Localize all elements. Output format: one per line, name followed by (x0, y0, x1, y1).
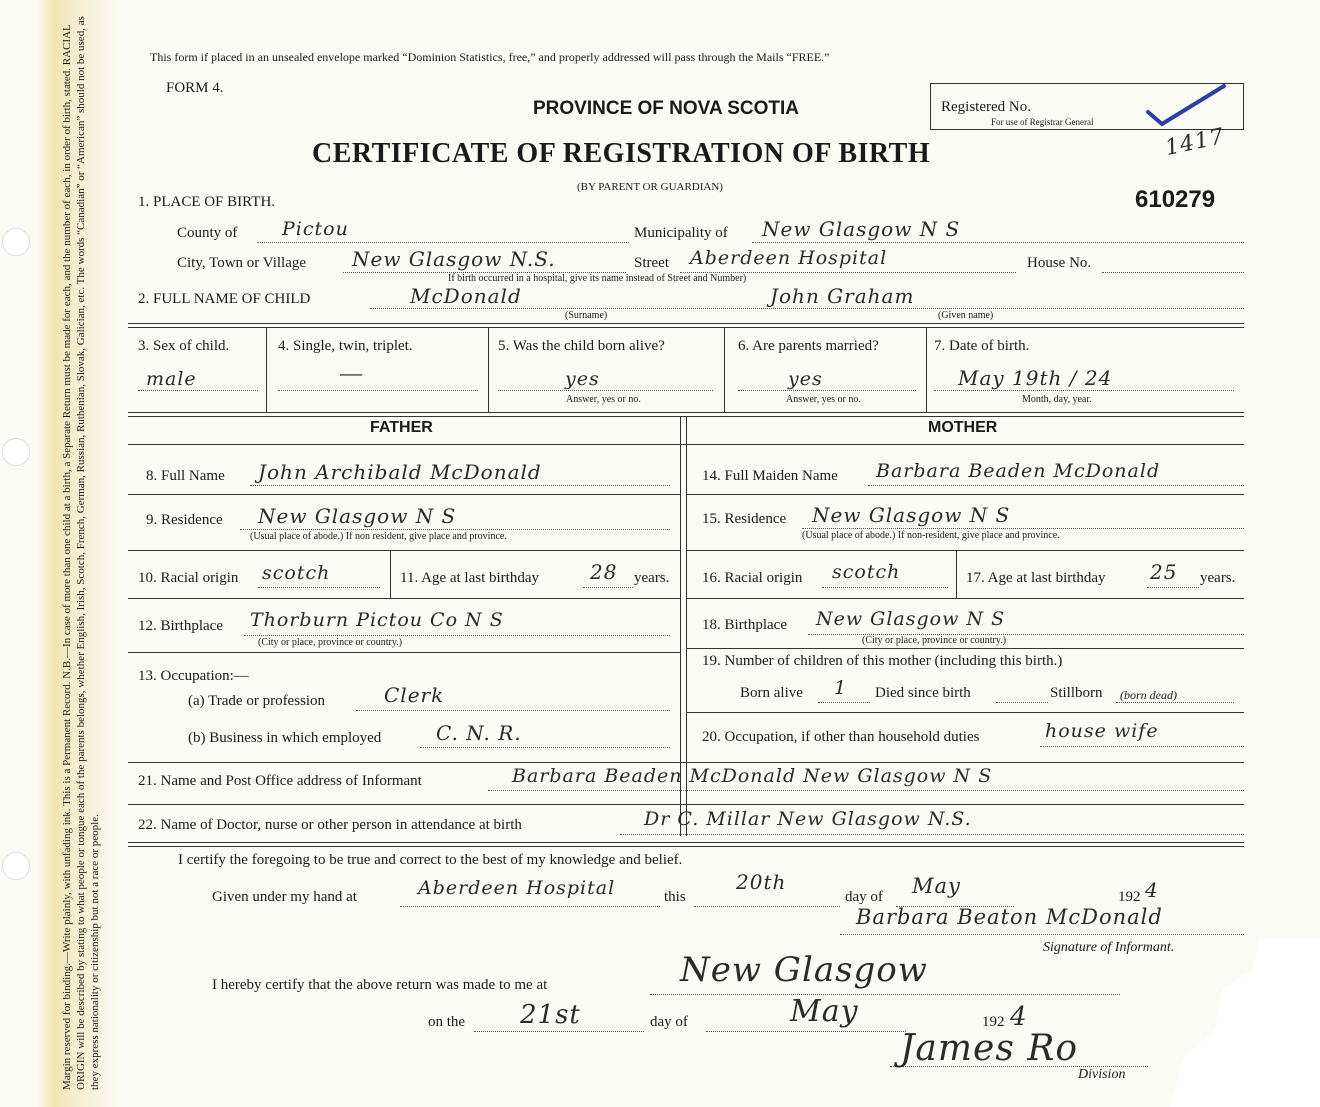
punch-hole (2, 438, 30, 466)
mother-residence-label: 15. Residence (702, 511, 787, 527)
father-name-label: 8. Full Name (146, 468, 225, 484)
mother-birthplace-value: New Glasgow N S (816, 608, 1006, 630)
mother-birthplace-label: 18. Birthplace (702, 617, 787, 633)
mother-age-label: 17. Age at last birthday (966, 570, 1106, 586)
date-of-birth-label: 7. Date of birth. (934, 338, 1030, 354)
province-heading: PROVINCE OF NOVA SCOTIA (533, 98, 800, 119)
surname-value: McDonald (410, 284, 522, 308)
born-alive-count-label: Born alive (740, 685, 803, 701)
mother-occupation-label: 20. Occupation, if other than household duties (702, 729, 980, 745)
mother-years-label: years. (1200, 570, 1236, 586)
given-year-prefix: 192 (1118, 889, 1141, 905)
surname-note: (Surname) (565, 310, 608, 321)
street-label: Street (634, 255, 669, 271)
registrar-day-of-label: day of (650, 1014, 688, 1030)
child-name-label: 2. FULL NAME OF CHILD (138, 291, 311, 307)
father-age-value: 28 (590, 560, 618, 584)
father-age-label: 11. Age at last birthday (400, 570, 539, 586)
registrar-day-value: 21st (520, 1000, 581, 1030)
mother-occupation-value: house wife (1045, 720, 1159, 742)
registered-label: Registered No. (941, 99, 1031, 115)
mother-residence-note: (Usual place of abode.) If non-resident, give place and province. (802, 530, 1060, 541)
municipality-label: Municipality of (634, 225, 728, 241)
given-place-value: Aberdeen Hospital (418, 877, 616, 899)
married-value: yes (788, 368, 823, 390)
street-value: Aberdeen Hospital (690, 247, 888, 269)
children-label: 19. Number of children of this mother (including this birth.) (702, 653, 1063, 669)
given-name-value: John Graham (770, 284, 915, 308)
city-value: New Glasgow N.S. (352, 247, 556, 271)
doctor-value: Dr C. Millar New Glasgow N.S. (644, 808, 972, 830)
father-occupation-label: 13. Occupation:— (138, 668, 249, 684)
stillborn-note: (born dead) (1120, 688, 1177, 702)
house-label: House No. (1027, 255, 1092, 271)
given-under-label: Given under my hand at (212, 889, 357, 905)
informant-label: 21. Name and Post Office address of Informant (138, 773, 422, 789)
registrar-place-value: New Glasgow (680, 950, 928, 990)
this-label: this (664, 889, 686, 905)
stillborn-label: Stillborn (1050, 685, 1103, 701)
sex-label: 3. Sex of child. (138, 338, 230, 354)
punch-hole (2, 852, 30, 880)
mother-race-label: 16. Racial origin (702, 570, 803, 586)
business-value: C. N. R. (436, 721, 522, 745)
registered-note: For use of Registrar General (991, 117, 1094, 127)
city-label: City, Town or Village (177, 255, 307, 271)
mother-name-value: Barbara Beaden McDonald (876, 460, 1161, 482)
margin-instructions: Margin reserved for binding.—Write plainly, with unfading ink. This is a Permanent Record. N.B.—In case of more than one child at a birth, a Separate Return must be made for each, and the number of each, in order of birth, stated. RACIAL ORIGIN will be described by stating to what people or tongue each of the parents belongs, whether English, Irish, Scotch, French, German, Russian, Ruthenian, Slovak, Galician, etc. The words “Canadian” or “American” should not be used, as they express nationality or citizenship but not a race or people. (61, 16, 101, 1090)
on-the-label: on the (428, 1014, 466, 1030)
municipality-value: New Glasgow N S (762, 217, 961, 241)
born-alive-note: Answer, yes or no. (566, 394, 641, 405)
father-name-value: John Archibald McDonald (258, 460, 542, 484)
registered-number: 1417 (1163, 124, 1227, 161)
torn-corner (1170, 937, 1320, 1107)
informant-signature: Barbara Beaton McDonald (856, 905, 1163, 929)
serial-number: 610279 (1135, 186, 1216, 213)
father-heading: FATHER (370, 419, 433, 436)
married-note: Answer, yes or no. (786, 394, 861, 405)
registrar-year-suffix: 4 (1010, 1002, 1028, 1032)
given-year-suffix: 4 (1145, 878, 1159, 902)
date-of-birth-value: May 19th / 24 (958, 366, 1113, 390)
born-alive-value: yes (565, 368, 600, 390)
blue-check-mark (1140, 82, 1230, 130)
mother-heading: MOTHER (928, 419, 998, 436)
form-number: FORM 4. (166, 80, 224, 96)
father-birthplace-value: Thorburn Pictou Co N S (250, 609, 504, 631)
father-race-label: 10. Racial origin (138, 570, 239, 586)
place-of-birth-label: 1. PLACE OF BIRTH. (138, 194, 276, 210)
page-title: CERTIFICATE OF REGISTRATION OF BIRTH (312, 138, 931, 169)
division-label: Division (1078, 1067, 1126, 1082)
trade-value: Clerk (384, 683, 445, 707)
father-residence-note: (Usual place of abode.) If non resident, give place and province. (250, 531, 507, 542)
certify-statement: I certify the foregoing to be true and correct to the best of my knowledge and belief. (178, 852, 683, 868)
given-month-value: May (912, 874, 961, 898)
day-of-label: day of (845, 889, 883, 905)
father-race-value: scotch (262, 562, 331, 584)
signature-label: Signature of Informant. (1043, 940, 1175, 955)
doctor-label: 22. Name of Doctor, nurse or other person in attendance at birth (138, 817, 522, 833)
top-notice: This form if placed in an unsealed envelope marked “Dominion Statistics, free,” and properly addressed will pass through the Mails “FREE.” (150, 50, 830, 64)
mother-name-label: 14. Full Maiden Name (702, 468, 838, 484)
informant-value: Barbara Beaden McDonald New Glasgow N S (512, 765, 993, 787)
father-birthplace-note: (City or place, province or country.) (258, 637, 403, 648)
born-alive-count-value: 1 (834, 677, 848, 699)
died-since-birth-label: Died since birth (875, 685, 971, 701)
given-name-note: (Given name) (938, 310, 994, 321)
date-of-birth-note: Month, day, year. (1022, 394, 1092, 405)
single-value: — (340, 360, 362, 385)
single-label: 4. Single, twin, triplet. (278, 338, 413, 354)
mother-race-value: scotch (832, 561, 901, 583)
registrar-signature: James Ro (900, 1028, 1079, 1069)
county-value: Pictou (282, 218, 349, 240)
father-residence-label: 9. Residence (146, 512, 223, 528)
registrar-year-prefix: 192 (982, 1014, 1005, 1030)
registrar-statement: I hereby certify that the above return was made to me at (212, 977, 548, 993)
mother-birthplace-note: (City or place, province or country.) (862, 635, 1007, 646)
hospital-note: If birth occurred in a hospital, give its name instead of Street and Number) (448, 273, 747, 284)
subtitle: (BY PARENT OR GUARDIAN) (577, 181, 723, 193)
married-label: 6. Are parents married? (738, 338, 879, 354)
punch-hole (2, 228, 30, 256)
born-alive-label: 5. Was the child born alive? (498, 338, 665, 354)
business-label: (b) Business in which employed (188, 730, 382, 746)
registrar-month-value: May (790, 994, 859, 1029)
trade-label: (a) Trade or profession (188, 693, 326, 709)
father-years-label: years. (634, 570, 670, 586)
mother-age-value: 25 (1150, 560, 1178, 584)
mother-residence-value: New Glasgow N S (812, 503, 1011, 527)
sex-value: male (146, 368, 197, 390)
given-day-value: 20th (736, 870, 787, 894)
father-birthplace-label: 12. Birthplace (138, 618, 223, 634)
father-residence-value: New Glasgow N S (258, 504, 457, 528)
county-label: County of (177, 225, 238, 241)
